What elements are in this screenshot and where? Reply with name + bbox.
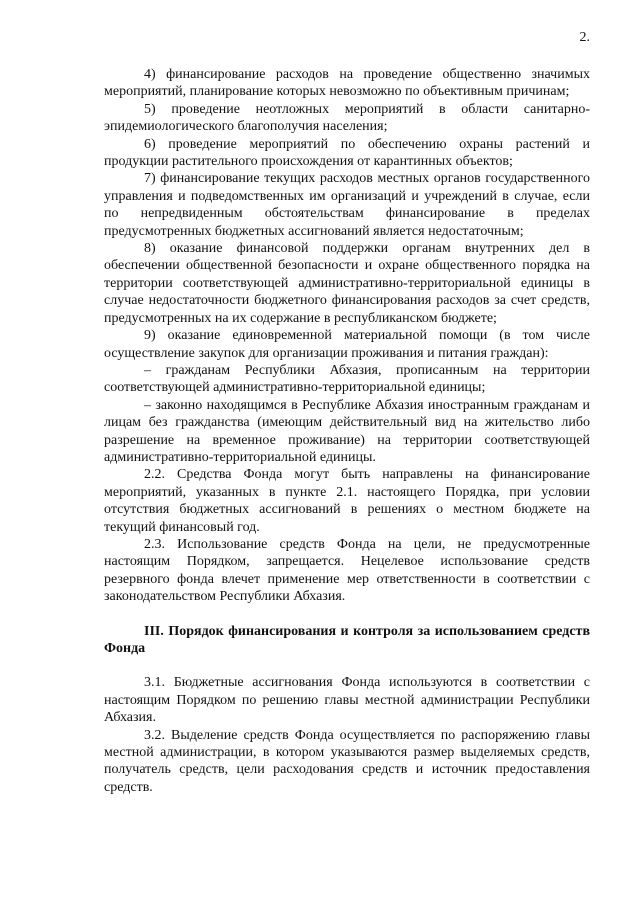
clause-2-3: 2.3. Использование средств Фонда на цели, не предусмотренные настоящим Порядком, запрещается. Нецелевое использование средств резервного фонда влечет применение мер ответственности в соответствии с законодательством Республики Абхазия. [104,536,590,605]
list-item-5: 5) проведение неотложных мероприятий в области санитарно-эпидемиологического благополучия населения; [104,101,590,135]
clause-3-2: 3.2. Выделение средств Фонда осуществляется по распоряжению главы местной администрации, в котором указываются размер выделяемых средств, получатель средств, цели расходования средств и источник предоставления средств. [104,727,590,795]
list-item-7: 7) финансирование текущих расходов местных органов государственного управления и подведомственных им организаций и учреждений в случае, если по непредвиденным обстоятельствам финансирование в пределах предусмотренных бюджетных ассигнований является недостаточным; [104,171,590,239]
clause-2-2: 2.2. Средства Фонда могут быть направлены на финансирование мероприятий, указанных в пункте 2.1. настоящего Порядка, при условии отсутствия бюджетных ассигнований в решениях о местном бюджете на текущий финансовый год. [104,467,590,535]
list-item-6: 6) проведение мероприятий по обеспечению охраны растений и продукции растительного происхождения от карантинных объектов; [104,136,590,170]
document-body [104,66,590,796]
sub-item-foreigners: – законно находящимся в Республике Абхазия иностранным гражданам и лицам без гражданства (имеющим действительный вид на жительство либо разрешение на временное проживание) на территории соответствующей административно-территориальной единицы. [104,397,590,465]
section-heading-iii: III. Порядок финансирования и контроля за использованием средств Фонда [104,623,590,656]
clause-3-1: 3.1. Бюджетные ассигнования Фонда используются в соответствии с настоящим Порядком по решению главы местной администрации Республики Абхазия. [104,675,590,726]
page-number: 2. [579,30,590,45]
list-item-8: 8) оказание финансовой поддержки органам внутренних дел в обеспечении общественной безопасности и охране общественного порядка на территории соответствующей административно-территориальной единицы в случае недостаточности бюджетного финансирования расходов за счет средств, предусмотренных на их содержание в республиканском бюджете; [104,241,590,326]
list-item-9: 9) оказание единовременной материальной помощи (в том числе осуществление закупок для организации проживания и питания граждан): [104,328,590,361]
sub-item-citizens: – гражданам Республики Абхазия, прописанным на территории соответствующей административно-территориальной единицы; [104,362,590,396]
list-item-4: 4) финансирование расходов на проведение общественно значимых мероприятий, планирование которых невозможно по объективным причинам; [104,67,590,100]
